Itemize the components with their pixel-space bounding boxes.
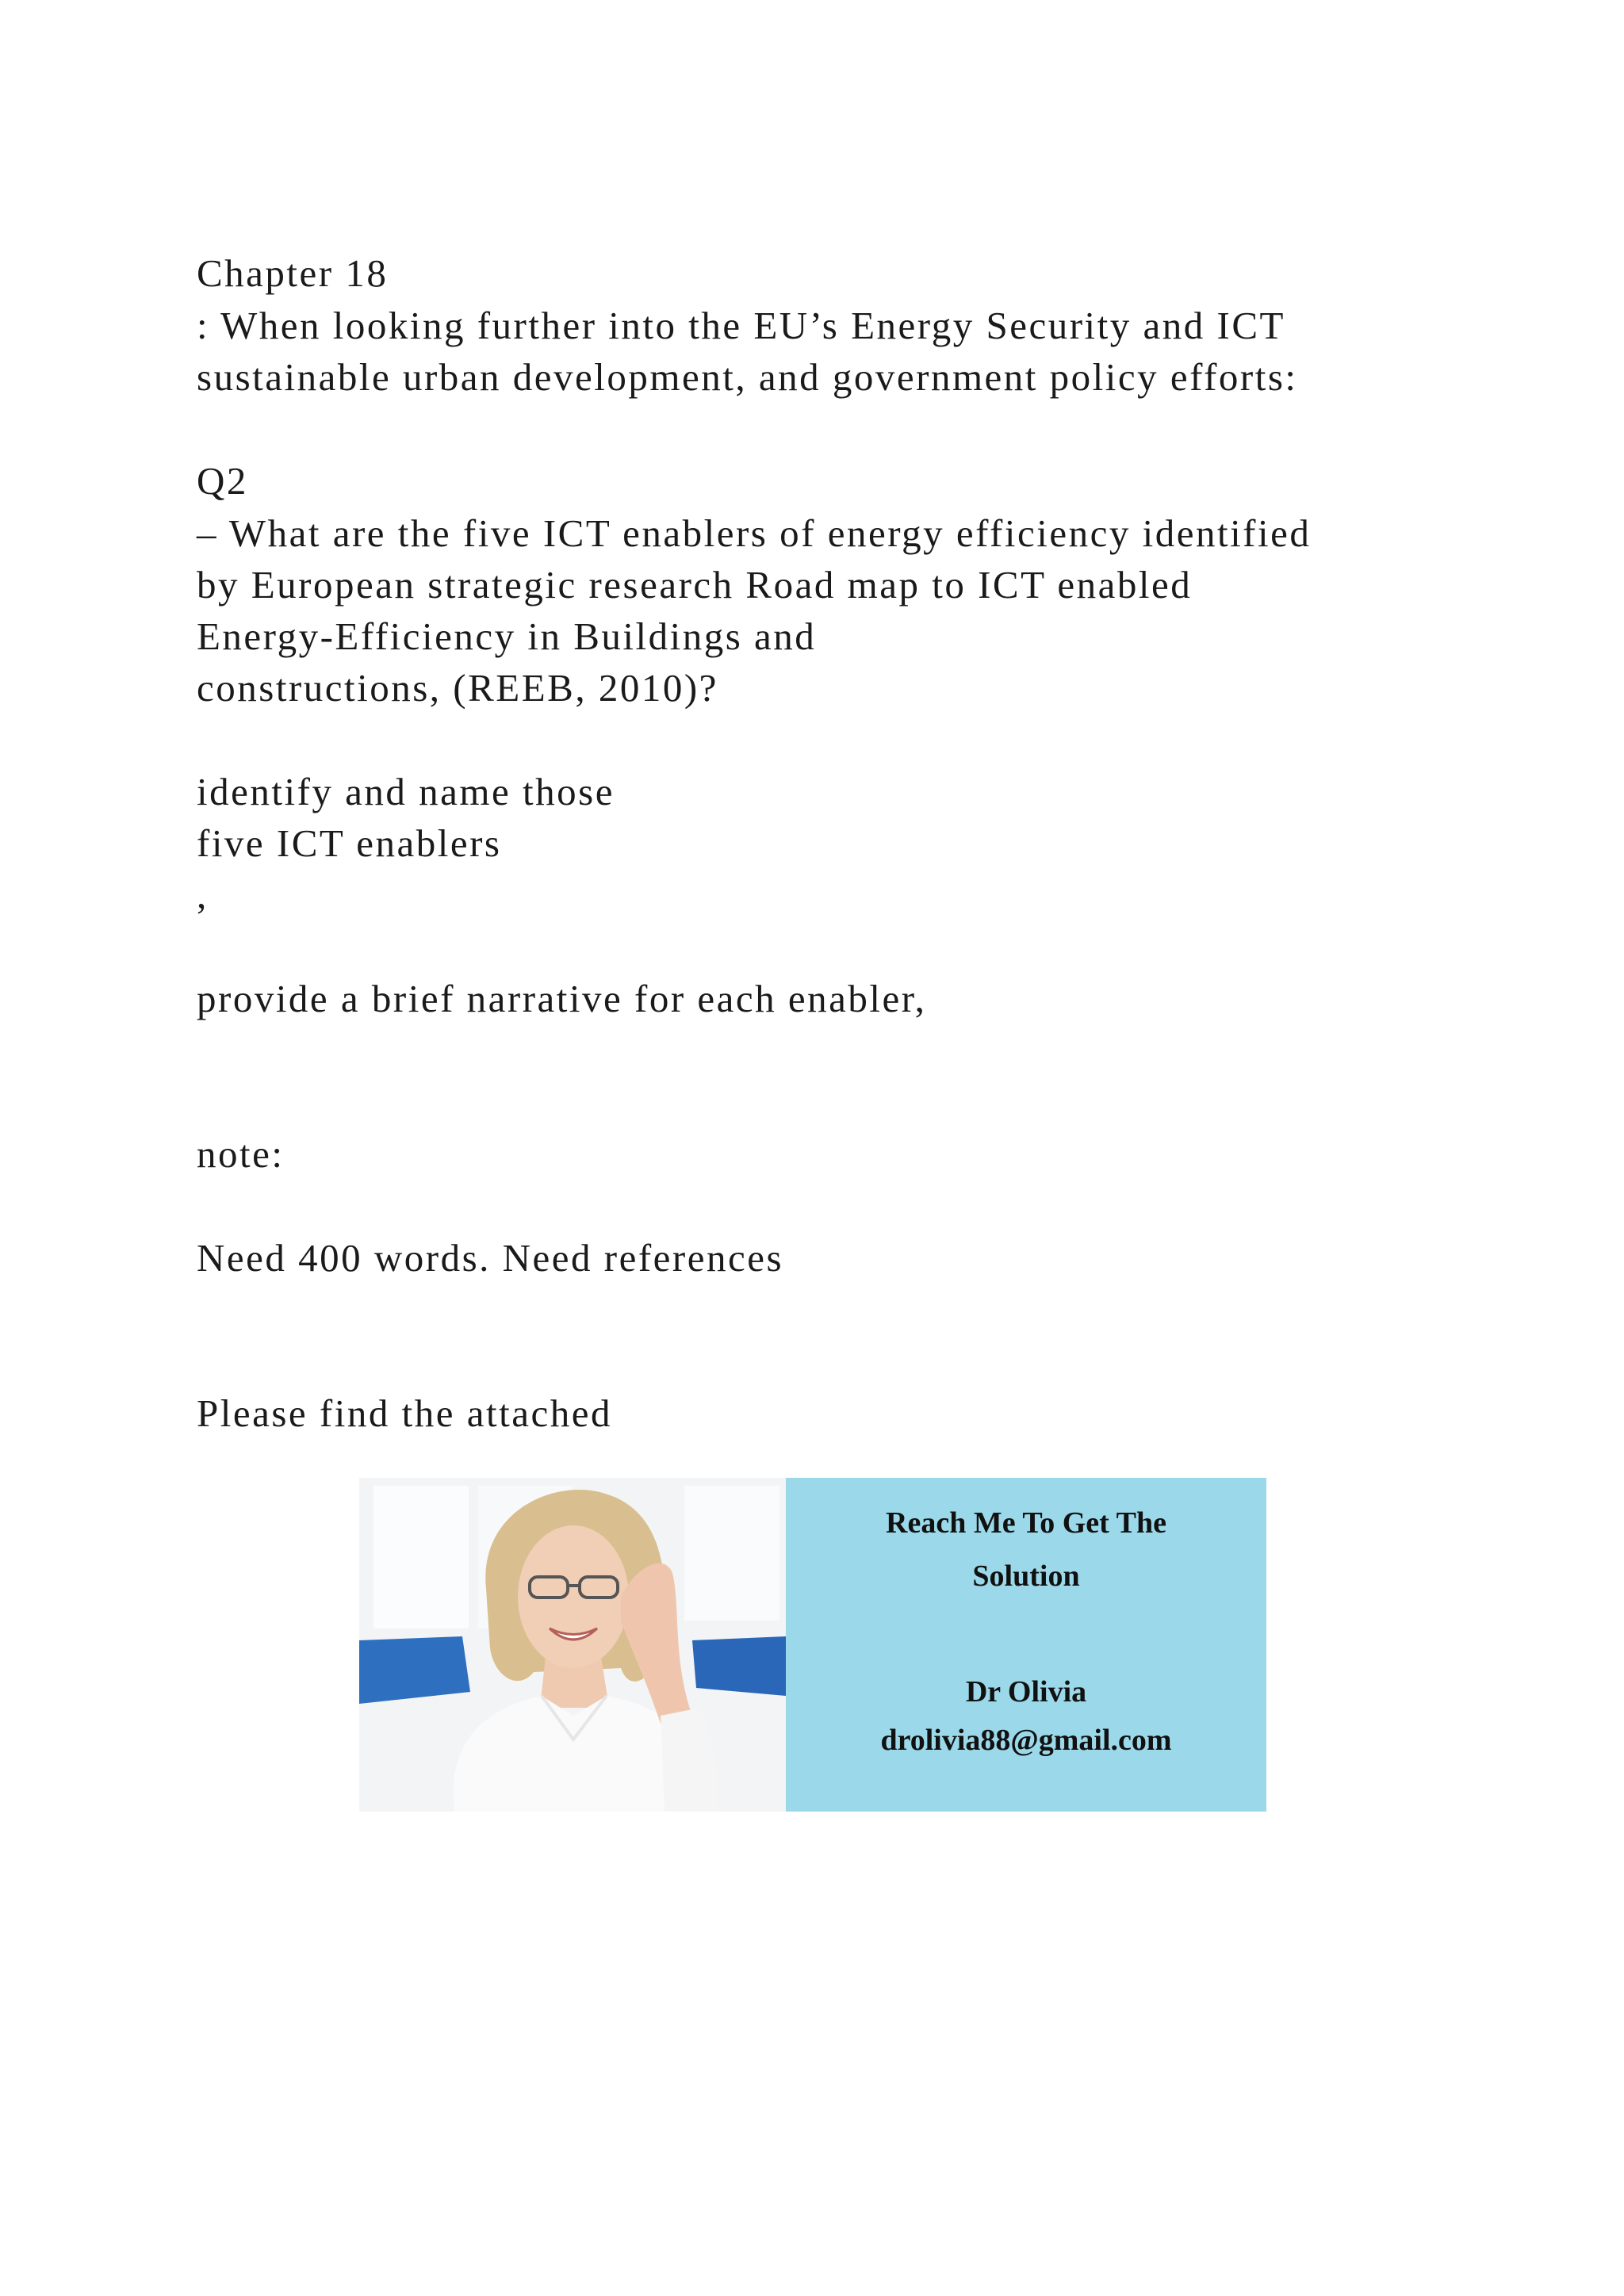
promo-headline-line-1: Reach Me To Get The — [886, 1506, 1166, 1540]
contact-email[interactable]: drolivia88@gmail.com — [880, 1724, 1172, 1757]
attachment-line: Please find the attached — [197, 1391, 612, 1435]
contact-banner — [359, 1478, 1266, 1812]
note-label: note: — [197, 1132, 285, 1176]
contact-name: Dr Olivia — [965, 1675, 1087, 1709]
question-intro-line-1: : When looking further into the EU’s Energy Security and ICT — [197, 304, 1285, 347]
instruction-line-3: provide a brief narrative for each enabler, — [197, 977, 927, 1020]
promo-headline-line-2: Solution — [972, 1559, 1080, 1593]
woman-photo — [359, 1478, 786, 1812]
note-text: Need 400 words. Need references — [197, 1236, 784, 1280]
question-label: Q2 — [197, 459, 248, 503]
chapter-heading: Chapter 18 — [197, 251, 389, 295]
portrait-illustration — [359, 1478, 786, 1812]
instruction-line-1: identify and name those — [197, 770, 615, 813]
question-text-line-2: by European strategic research Road map to ICT enabled — [197, 563, 1193, 607]
question-text-line-1: – What are the five ICT enablers of energy efficiency identified — [197, 511, 1312, 555]
promo-panel — [786, 1478, 1266, 1812]
instruction-line-2: five ICT enablers — [197, 821, 502, 865]
question-text-line-3: Energy-Efficiency in Buildings and — [197, 614, 817, 658]
question-intro-line-2: sustainable urban development, and government policy efforts: — [197, 355, 1298, 399]
question-text-line-4: constructions, (REEB, 2010)? — [197, 666, 718, 710]
instruction-comma: , — [197, 873, 209, 916]
